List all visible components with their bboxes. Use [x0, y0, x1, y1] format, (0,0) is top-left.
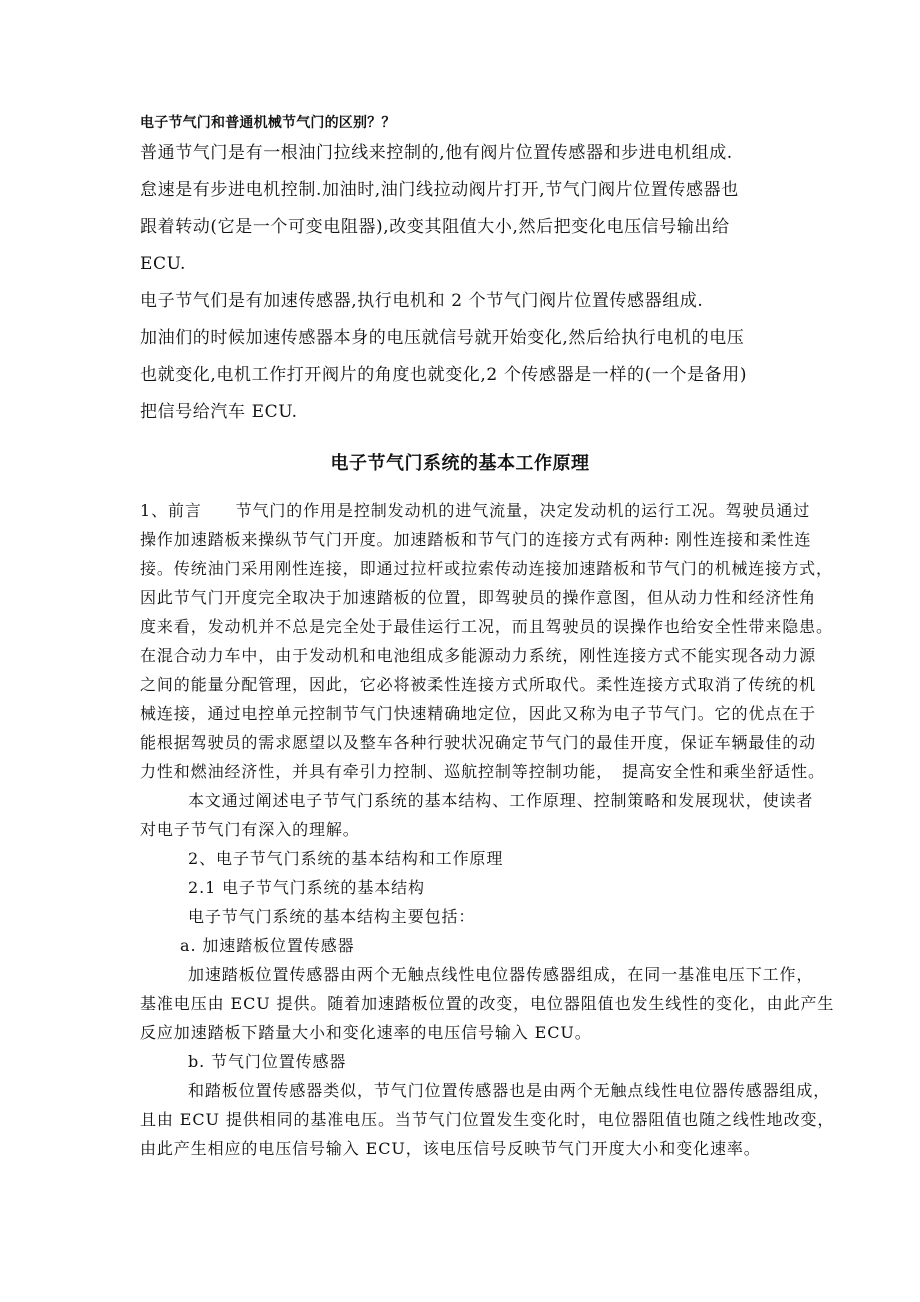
purpose-line: 本文通过阐述电子节气门系统的基本结构、工作原理、控制策略和发展现状，使读者 [188, 791, 814, 810]
item-a-line: 加速踏板位置传感器由两个无触点线性电位器传感器组成，在同一基准电压下工作， [188, 965, 814, 984]
intro-line: 1、前言 节气门的作用是控制发动机的进气流量，决定发动机的运行工况。驾驶员通过 [140, 501, 811, 520]
intro-line: 械连接，通过电控单元控制节气门快速精确地定位，因此又称为电子节气门。它的优点在于 [140, 704, 817, 723]
intro-line: 力性和燃油经济性，并具有牵引力控制、巡航控制等控制功能， 提高安全性和乘坐舒适性。 [140, 762, 825, 781]
intro-line: 接。传统油门采用刚性连接，即通过拉杆或拉索传动连接加速踏板和节气门的机械连接方式， [140, 559, 833, 578]
item-b-line: 和踏板位置传感器类似，节气门位置传感器也是由两个无触点线性电位器传感器组成， [188, 1081, 831, 1100]
paragraph-line: ECU. [140, 254, 186, 274]
paragraph-line: 也就变化,电机工作打开阀片的角度也就变化,2 个传感器是一样的(一个是备用) [140, 365, 748, 385]
item-a-line: 基准电压由 ECU 提供。随着加速踏板位置的改变，电位器阻值也发生线性的变化，由此产生 [140, 994, 835, 1013]
paragraph-line: 把信号给汽车 ECU. [140, 402, 298, 422]
intro-line: 之间的能量分配管理，因此，它必将被柔性连接方式所取代。柔性连接方式取消了传统的机 [140, 675, 817, 694]
paragraph-line: 电子节气们是有加速传感器,执行电机和 2 个节气门阀片位置传感器组成. [140, 291, 704, 311]
item-b-line: 且由 ECU 提供相同的基准电压。当节气门位置发生变化时，电位器阻值也随之线性地改变， [140, 1110, 835, 1129]
section-title: 电子节气门系统的基本工作原理 [330, 453, 590, 474]
intro-line: 在混合动力车中，由于发动机和电池组成多能源动力系统，刚性连接方式不能实现各动力源 [140, 646, 817, 665]
item-a-label: a. 加速踏板位置传感器 [180, 936, 355, 955]
paragraph-line: 怠速是有步进电机控制.加油时,油门线拉动阀片打开,节气门阀片位置传感器也 [140, 180, 739, 200]
heading-2: 2、电子节气门系统的基本结构和工作原理 [188, 849, 504, 868]
item-b-line: 由此产生相应的电压信号输入 ECU，该电压信号反映节气门开度大小和变化速率。 [140, 1139, 761, 1158]
question-title: 电子节气门和普通机械节气门的区别？？ [140, 115, 396, 131]
intro-line: 能根据驾驶员的需求愿望以及整车各种行驶状况确定节气门的最佳开度，保证车辆最佳的动 [140, 733, 817, 752]
heading-2-1: 2.1 电子节气门系统的基本结构 [188, 878, 425, 897]
intro-line: 操作加速踏板来操纵节气门开度。加速踏板和节气门的连接方式有两种: 刚性连接和柔性连 [140, 530, 812, 549]
item-b-label: b. 节气门位置传感器 [188, 1052, 347, 1071]
intro-line: 因此节气门开度完全取决于加速踏板的位置，即驾驶员的操作意图，但从动力性和经济性角 [140, 588, 817, 607]
paragraph-line: 普通节气门是有一根油门拉线来控制的,他有阀片位置传感器和步进电机组成. [140, 143, 733, 163]
item-a-line: 反应加速踏板下踏量大小和变化速率的电压信号输入 ECU。 [140, 1023, 592, 1042]
structure-intro: 电子节气门系统的基本结构主要包括： [188, 907, 476, 926]
purpose-line: 对电子节气门有深入的理解。 [140, 820, 360, 839]
intro-line: 度来看，发动机并不总是完全处于最佳运行工况，而且驾驶员的误操作也给安全性带来隐患。 [140, 617, 833, 636]
paragraph-line: 加油们的时候加速传感器本身的电压就信号就开始变化,然后给执行电机的电压 [140, 328, 745, 348]
paragraph-line: 跟着转动(它是一个可变电阻器),改变其阻值大小,然后把变化电压信号输出给 [140, 217, 730, 237]
